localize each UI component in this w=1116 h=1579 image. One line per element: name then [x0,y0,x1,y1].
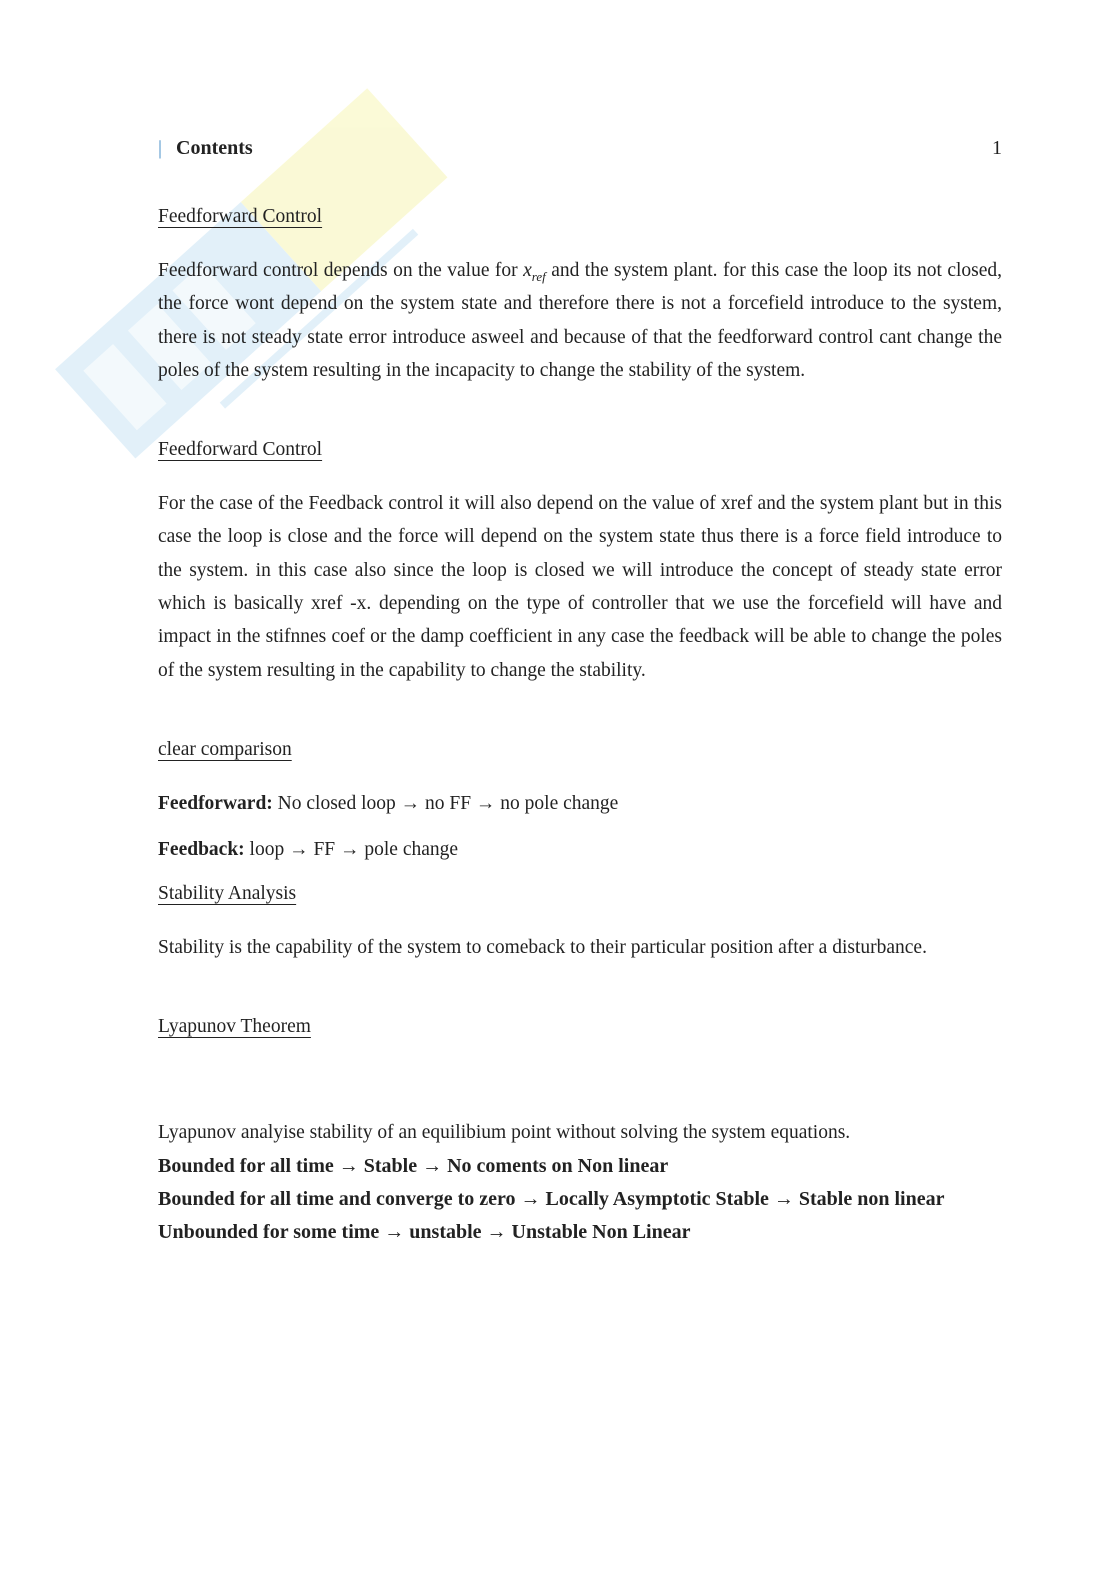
lyapunov-line: Bounded for all time and converge to zero → Locally Asymptotic Stable → Stable non linear [158,1187,945,1210]
math-x: x [523,260,532,281]
item-text: No closed loop → no FF → no pole change [277,792,619,814]
section-heading: Feedforward Control [158,206,323,227]
section-paragraph: For the case of the Feedback control it will also depend on the value of xref and the system plant but in this case the loop is close and the force will depend on the system state thus there is a force field introduce to the system. in this case also since the loop is closed we will introduce the concept of steady state error which is basically xref -x. depending on the type of controller that we use the forcefield will have and impact in the stifnnes coef or the damp coefficient in any case the feedback will be able to change the poles of the system resulting in the capability to change the stability. [158,493,1002,681]
section-paragraph [158,254,1002,387]
page-number: 1 [992,137,1002,159]
math-subscript: ref [531,268,546,284]
lyapunov-line: Unbounded for some time → unstable → Unstable Non Linear [158,1221,691,1244]
header-title: Contents [176,137,253,159]
item-label: Feedforward: [158,792,273,814]
text: and the system plant. for this case the loop its not closed, the force wont depend on the system state and therefore there is not a forcefield introduce to the system, there is not steady state error introduce asweel and because of that the feedforward control cant change the poles of the system resulting in the incapacity to change the stability of the system. [158,260,1003,381]
lyapunov-lines [158,1150,1002,1250]
section-heading: Lyapunov Theorem [158,1016,311,1038]
item-label: Feedback: [158,839,245,861]
section-paragraph: Stability is the capability of the system to comeback to their particular position after a disturbance. [158,936,927,958]
text: Feedforward control depends on the value for [158,260,524,281]
page-header [158,134,1002,162]
header-rule: | [158,137,163,159]
lyapunov-line: Bounded for all time → Stable → No coments on Non linear [158,1154,669,1177]
section-heading: Stability Analysis [158,882,297,904]
section-heading: Feedforward Control [158,439,323,461]
comparison-item [158,833,1002,867]
section-paragraph: Lyapunov analyise stability of an equilibium point without solving the system equations. [158,1122,851,1144]
section-heading: clear comparison [158,738,292,760]
page-body [158,0,1002,1249]
comparison-item [158,787,1002,821]
item-text: loop → FF → pole change [249,839,459,861]
